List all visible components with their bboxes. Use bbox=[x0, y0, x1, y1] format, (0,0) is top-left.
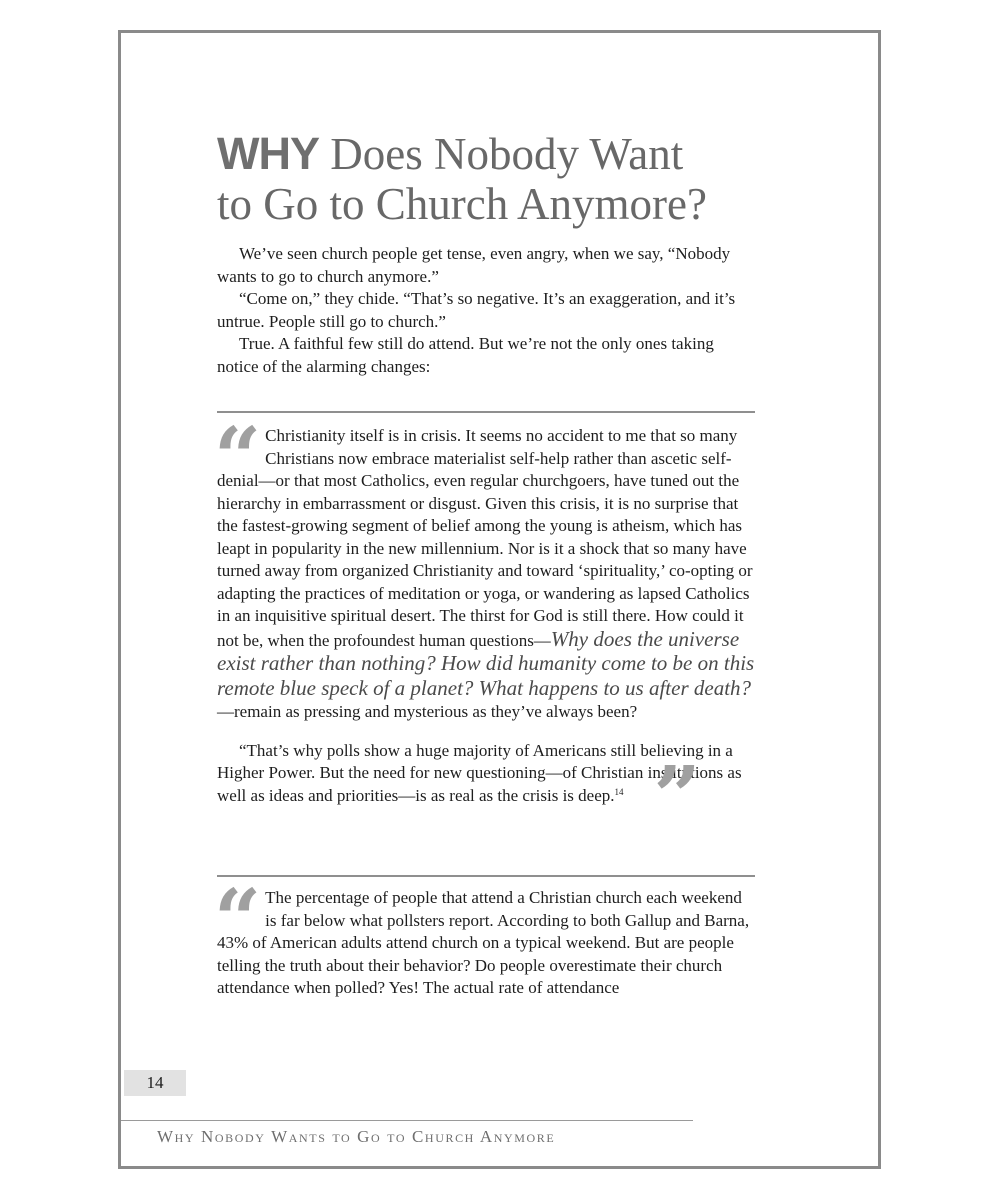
intro-paragraph: “Come on,” they chide. “That’s so negative. It’s an exaggeration, and it’s untrue. People still go to church.” bbox=[217, 289, 736, 331]
open-quote-mark-icon: “ bbox=[214, 872, 258, 968]
quote-text: The percentage of people that attend a Christian church each weekend is far below what pollsters report. According to both Gallup and Barna, 43% of American adults attend church on a typical weekend. But are people telling the truth about their behavior? Do people overestimate their church attendance when polled? Yes! The actual rate of attendance bbox=[217, 888, 750, 997]
quote-text: Christianity itself is in crisis. It seems no accident to me that so many Christians now embrace materialist self-help rather than ascetic self-denial—or that most Catholics, even regular churchgoers, have tuned out the hierarchy in embarrassment or disgust. Given this crisis, it is no surprise that the fastest-growing segment of belief among the young is atheism, which has leapt in popularity in the new millennium. Nor is it a shock that so many have turned away from organized Christianity and toward ‘spirituality,’ co-opting or adapting the practices of meditation or yoga, or wandering as lapsed Catholics in an inquisitive spiritual desert. The thirst for God is still there. How could it not be, when the profoundest human questions— bbox=[217, 426, 753, 650]
book-page bbox=[118, 30, 881, 1169]
intro-paragraph: True. A faithful few still do attend. But we’re not the only ones taking notice of the alarming changes: bbox=[217, 334, 714, 376]
quote-paragraph bbox=[214, 410, 755, 724]
quote-text: —remain as pressing and mysterious as they’ve always been? bbox=[217, 702, 638, 721]
quote-text: “That’s why polls show a huge majority of Americans still believing in a Higher Power. But the need for new questioning—of Christian institutions as well as ideas and priorities—is as real as the crisis is deep. bbox=[217, 740, 742, 805]
footer-divider bbox=[121, 1120, 693, 1121]
page-number: 14 bbox=[124, 1070, 186, 1096]
open-quote-mark-icon: “ bbox=[214, 410, 258, 506]
intro-section bbox=[217, 243, 755, 378]
pull-quote-2 bbox=[214, 872, 755, 1000]
title-line-1: Does Nobody Want bbox=[319, 129, 684, 179]
quote-paragraph bbox=[217, 740, 755, 845]
quote-italic-questions: Why does the universe exist rather than nothing? How did humanity come to be on this remote blue speck of a planet? What happens to us after death? bbox=[217, 626, 755, 700]
page-title bbox=[217, 129, 777, 229]
title-emphasis: WHY bbox=[217, 128, 319, 179]
close-quote-mark-icon: ” bbox=[653, 748, 697, 845]
quote-divider bbox=[217, 875, 755, 877]
footnote-marker: 14 bbox=[614, 786, 624, 797]
quote-paragraph bbox=[214, 872, 755, 1000]
pull-quote-1 bbox=[214, 410, 755, 845]
running-footer: Why Nobody Wants to Go to Church Anymore bbox=[157, 1127, 556, 1146]
title-line-2: to Go to Church Anymore? bbox=[217, 179, 707, 229]
intro-paragraph: We’ve seen church people get tense, even angry, when we say, “Nobody wants to go to church anymore.” bbox=[217, 244, 731, 286]
quote-divider bbox=[217, 411, 755, 413]
